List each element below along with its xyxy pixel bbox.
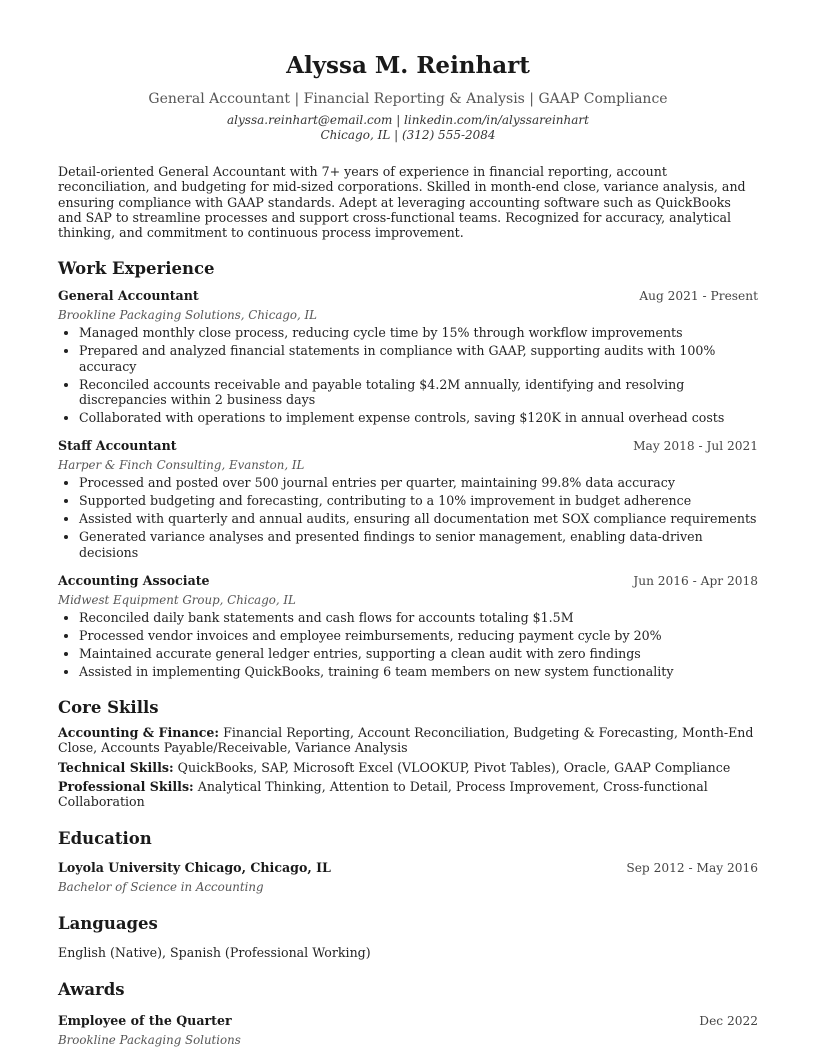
job-bullet: • Managed monthly close process, reducing cycle time by 15% through workflow improvements <box>79 325 758 340</box>
languages-list: English (Native), Spanish (Professional Working) <box>58 944 371 960</box>
education-dates: Sep 2012 - May 2016 <box>626 860 758 875</box>
job-company: Brookline Packaging Solutions, Chicago, IL <box>58 308 317 323</box>
job-title: General Accountant <box>58 288 199 304</box>
section-title-education: Education <box>58 828 152 848</box>
skill-line <box>58 760 758 775</box>
award-date: Dec 2022 <box>699 1013 758 1028</box>
job-bullet: • Collaborated with operations to implement expense controls, saving $120K in annual overhead costs <box>79 410 758 425</box>
contact-location-phone: Chicago, IL | (312) 555-2084 <box>320 128 496 142</box>
job-title: Accounting Associate <box>58 572 210 588</box>
job-entry <box>58 438 758 560</box>
job-bullet: • Prepared and analyzed financial statements in compliance with GAAP, supporting audits with 100% accuracy <box>79 343 758 374</box>
job-entry <box>58 573 758 679</box>
school-name: Loyola University Chicago, Chicago, IL <box>58 859 331 875</box>
section-title-awards: Awards <box>58 979 125 999</box>
section-title-experience: Work Experience <box>58 259 215 279</box>
skill-label: Technical Skills: <box>58 759 174 775</box>
section-title-languages: Languages <box>58 913 158 933</box>
degree: Bachelor of Science in Accounting <box>58 879 264 894</box>
job-bullet: • Assisted with quarterly and annual audits, ensuring all documentation met SOX compliance requirements <box>79 511 758 526</box>
job-bullet: • Supported budgeting and forecasting, contributing to a 10% improvement in budget adherence <box>79 493 758 508</box>
job-bullet: • Maintained accurate general ledger entries, supporting a clean audit with zero findings <box>79 646 758 661</box>
job-bullets <box>58 325 758 425</box>
award-name: Employee of the Quarter <box>58 1012 232 1028</box>
education-entry <box>58 860 758 895</box>
job-bullet: • Assisted in implementing QuickBooks, training 6 team members on new system functionality <box>79 664 758 679</box>
skill-line <box>58 779 758 810</box>
award-entry <box>58 1013 758 1048</box>
job-company: Midwest Equipment Group, Chicago, IL <box>58 592 296 607</box>
award-organization: Brookline Packaging Solutions <box>58 1032 241 1047</box>
job-bullet: • Reconciled daily bank statements and cash flows for accounts totaling $1.5M <box>79 610 758 625</box>
contact-email-linkedin: alyssa.reinhart@email.com | linkedin.com/in/alyssareinhart <box>227 113 589 127</box>
skill-text: Analytical Thinking, Attention to Detail, Process Improvement, Cross-functional Collaboration <box>58 779 708 810</box>
candidate-name: Alyssa M. Reinhart <box>286 52 530 79</box>
job-company: Harper & Finch Consulting, Evanston, IL <box>58 458 305 473</box>
job-bullets <box>58 610 758 679</box>
skill-label: Professional Skills: <box>58 779 194 795</box>
headline: General Accountant | Financial Reporting & Analysis | GAAP Compliance <box>148 91 668 107</box>
resume-header <box>0 0 816 143</box>
job-bullet: • Processed and posted over 500 journal entries per quarter, maintaining 99.8% data accuracy <box>79 475 758 490</box>
job-title: Staff Accountant <box>58 438 177 454</box>
professional-summary: Detail-oriented General Accountant with 7+ years of experience in financial reporting, account reconciliation, and budgeting for mid-sized corporations. Skilled in month-end close, variance analysis, and ensuring compliance with GAAP standards. Adept at leveraging accounting software such as QuickBooks and SAP to streamline processes and support cross-functional teams. Recognized for accuracy, analytical thinking, and commitment to continuous process improvement. <box>58 164 746 241</box>
resume-body <box>0 164 816 1048</box>
job-dates: Aug 2021 - Present <box>639 289 758 304</box>
section-title-skills: Core Skills <box>58 698 159 718</box>
skill-text: Financial Reporting, Account Reconciliation, Budgeting & Forecasting, Month-End Close, Accounts Payable/Receivable, Variance Analysis <box>58 725 754 756</box>
job-bullets <box>58 475 758 560</box>
skill-line <box>58 725 758 756</box>
job-bullet: • Reconciled accounts receivable and payable totaling $4.2M annually, identifying and resolving discrepancies within 2 business days <box>79 377 758 408</box>
job-bullet: • Generated variance analyses and presented findings to senior management, enabling data-driven decisions <box>79 529 758 560</box>
skill-label: Accounting & Finance: <box>58 725 220 741</box>
skill-text: QuickBooks, SAP, Microsoft Excel (VLOOKUP, Pivot Tables), Oracle, GAAP Compliance <box>177 759 731 775</box>
job-dates: May 2018 - Jul 2021 <box>633 439 758 454</box>
job-entry <box>58 288 758 425</box>
job-dates: Jun 2016 - Apr 2018 <box>633 573 758 588</box>
job-bullet: • Processed vendor invoices and employee reimbursements, reducing payment cycle by 20% <box>79 628 758 643</box>
